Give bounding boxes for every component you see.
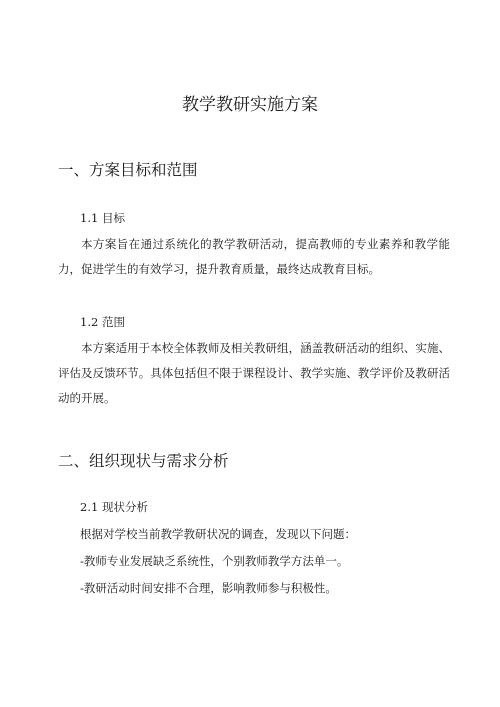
- subsection-heading-1-2: 1.2 范围: [80, 315, 125, 329]
- paragraph-goal: 本方案旨在通过系统化的教学教研活动，提高教师的专业素养和教学能力，促进学生的有效学习，提升教育质量，最终达成教育目标。: [58, 237, 450, 276]
- section-heading-1: 一、方案目标和范围: [58, 161, 198, 179]
- section-heading-2: 二、组织现状与需求分析: [58, 452, 229, 470]
- subsection-heading-2-1: 2.1 现状分析: [80, 500, 148, 514]
- paragraph-scope: 本方案适用于本校全体教师及相关教研组，涵盖教研活动的组织、实施、评估及反馈环节。具体包括但不限于课程设计、教学实施、教学评价及教研活动的开展。: [58, 341, 450, 405]
- analysis-item-1: -教师专业发展缺乏系统性，个别教师教学方法单一。: [80, 554, 349, 568]
- document-title: 教学教研实施方案: [182, 95, 318, 115]
- analysis-intro-line: 根据对学校当前教学教研状况的调查，发现以下问题：: [80, 527, 356, 541]
- subsection-heading-1-1: 1.1 目标: [80, 211, 125, 225]
- analysis-item-2: -教研活动时间安排不合理，影响教师参与积极性。: [80, 581, 337, 595]
